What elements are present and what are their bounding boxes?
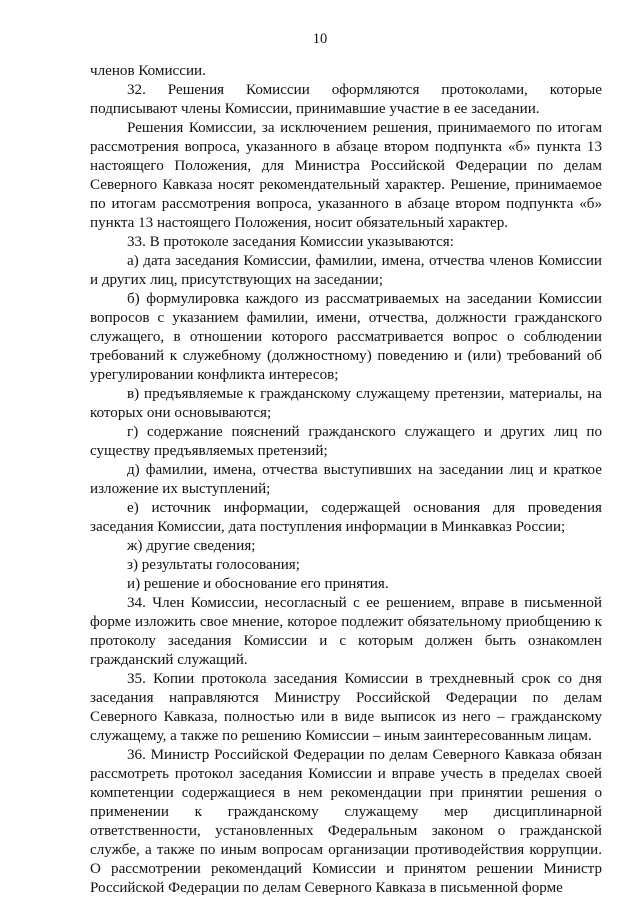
- paragraph-item-32: 32. Решения Комиссии оформляются протоколами, которые подписывают члены Комиссии, принимавшие участие в ее заседании.: [90, 82, 602, 117]
- subitem-i: и) решение и обоснование его принятия.: [127, 576, 389, 592]
- subitem-d: д) фамилии, имена, отчества выступивших на заседании лиц и краткое изложение их выступлений;: [90, 462, 602, 497]
- subitem-g: г) содержание пояснений гражданского служащего и других лиц по существу предъявляемых претензий;: [90, 424, 602, 459]
- paragraph-item-33: 33. В протоколе заседания Комиссии указываются:: [127, 234, 454, 250]
- subitem-v: в) предъявляемые к гражданскому служащему претензии, материалы, на которых они основываются;: [90, 386, 602, 421]
- paragraph-item-35: 35. Копии протокола заседания Комиссии в трехдневный срок со дня заседания направляются Министру Российской Федерации по делам Северного Кавказа, полностью или в виде выписок из него – гражданскому служащему, а также по решению Комиссии – иным заинтересованным лицам.: [90, 671, 602, 744]
- subitem-b: б) формулировка каждого из рассматриваемых на заседании Комиссии вопросов с указанием фамилии, имени, отчества, должности гражданского служащего, в отношении которого рассматривается вопрос о соблюдении требований к служебному (должностному) поведению и (или) требований об урегулировании конфликта интересов;: [90, 291, 602, 383]
- subitem-e: е) источник информации, содержащей основания для проведения заседания Комиссии, дата поступления информации в Минкавказ России;: [90, 500, 602, 535]
- page-number: 10: [312, 31, 328, 47]
- paragraph-item-34: 34. Член Комиссии, несогласный с ее решением, вправе в письменной форме изложить свое мнение, которое подлежит обязательному приобщению к протоколу заседания Комиссии и с которым должен быть ознакомлен гражданский служащий.: [90, 595, 602, 668]
- document-body: [90, 62, 602, 898]
- subitem-zh: ж) другие сведения;: [127, 538, 256, 554]
- paragraph: Решения Комиссии, за исключением решения, принимаемого по итогам рассмотрения вопроса, указанного в абзаце втором подпункта «б» пункта 13 настоящего Положения, для Министра Российской Федерации по делам Северного Кавказа носят рекомендательный характер. Решение, принимаемое по итогам рассмотрения вопроса, указанного в абзаце втором подпункта «б» пункта 13 настоящего Положения, носит обязательный характер.: [90, 120, 602, 231]
- subitem-a: а) дата заседания Комиссии, фамилии, имена, отчества членов Комиссии и других лиц, присутствующих на заседании;: [90, 253, 602, 288]
- subitem-z: з) результаты голосования;: [127, 557, 300, 573]
- paragraph-item-36: 36. Министр Российской Федерации по делам Северного Кавказа обязан рассмотреть протокол заседания Комиссии и вправе учесть в пределах своей компетенции содержащиеся в нем рекомендации при принятии решения о применении к гражданскому служащему мер дисциплинарной ответственности, установленных Федеральным законом о гражданской службе, а также по иным вопросам организации противодействия коррупции. О рассмотрении рекомендаций Комиссии и принятом решении Министр Российской Федерации по делам Северного Кавказа в письменной форме: [90, 747, 602, 896]
- paragraph: членов Комиссии.: [90, 63, 206, 79]
